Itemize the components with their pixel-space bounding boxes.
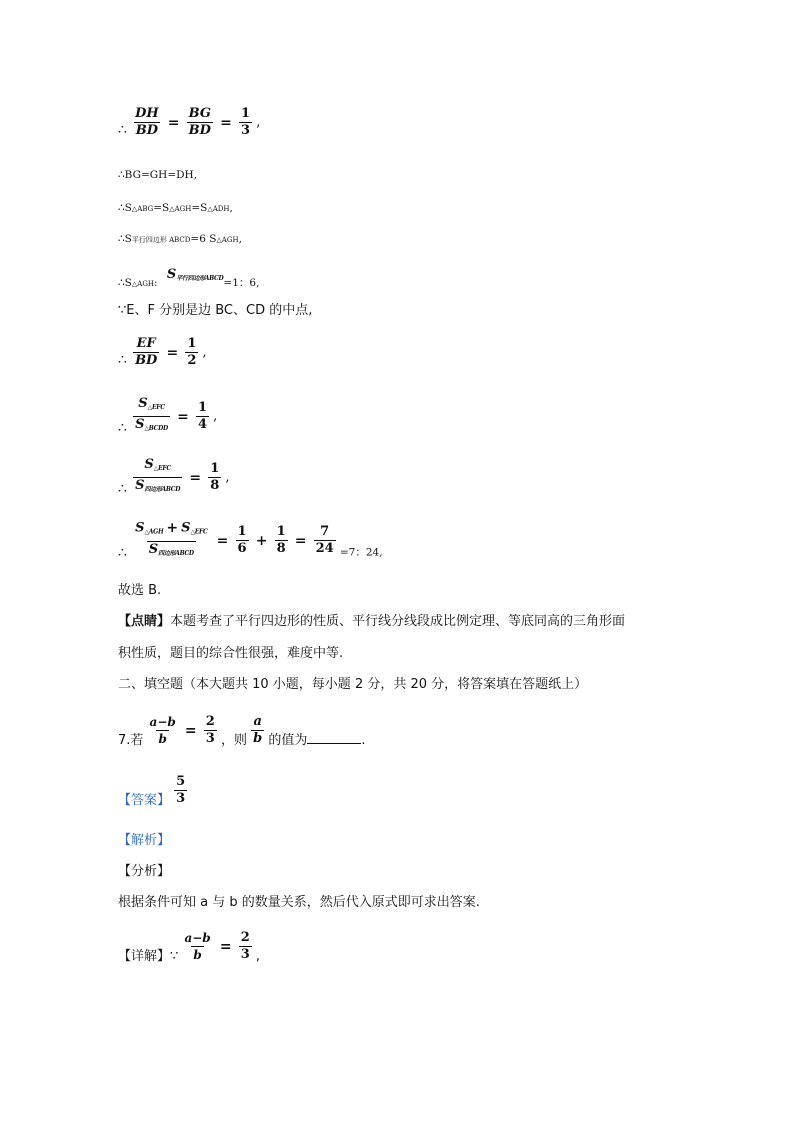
- fraction-one-half: $\frac{1}{2}$: [187, 336, 197, 368]
- fraction-a-over-b: $\frac{a}{b}$: [253, 714, 263, 746]
- remark-line-2: 积性质，题目的综合性很强，难度中等.: [118, 646, 344, 661]
- fraction-ef-bd: $\frac{EF}{BD}$: [135, 336, 158, 368]
- analysis-text: 根据条件可知 a 与 b 的数量关系，然后代入原式即可求出答案.: [118, 895, 480, 910]
- fraction-one-sixth: $\frac{1}{6}$: [237, 524, 247, 557]
- answer-line: [118, 774, 187, 810]
- detail-tag: 【详解】: [118, 949, 171, 964]
- proof-line-ef-bd: ∴ $\frac{EF}{BD}$ = $\frac{1}{2}$ ,: [118, 336, 207, 368]
- fraction-a-minus-b-over-b: $\frac{a-b}{b}$: [149, 715, 176, 746]
- detail-line: 【详解】∵ $\frac{a-b}{b}$ = $\frac{2}{3}$ ,: [118, 930, 261, 964]
- fraction-five-thirds: $\frac{5}{3}$: [176, 774, 186, 806]
- proof-line-parallelogram-area: ∴S平行四边形 ABCD=6 S△AGH,: [118, 233, 242, 245]
- proof-line-efc-abcd: ∴ $\frac{\text{S△EFC}}{\text{S四边形ABCD}}$ = $\frac{1}{8}$ ,: [118, 457, 230, 497]
- fraction-bg-bd: $\frac{BG}{BD}$: [188, 106, 211, 138]
- question-7: 7.若 $\frac{a-b}{b}$ = $\frac{2}{3}$ ，则 $\frac{a}{b}$ 的值为 .: [118, 714, 366, 748]
- fraction-one-third: $\frac{1}{3}$: [241, 106, 251, 138]
- proof-line-midpoints: ∵E、F 分别是边 BC、CD 的中点,: [118, 303, 313, 318]
- remark-tag: 【点睛】: [118, 614, 171, 629]
- fraction-a-minus-b-over-b-2: $\frac{a-b}{b}$: [184, 931, 211, 962]
- fraction-two-thirds: $\frac{2}{3}$: [205, 714, 215, 746]
- answer-choice: 故选 B.: [118, 583, 162, 598]
- proof-line-bg-gh-dh: ∴BG=GH=DH,: [118, 169, 198, 181]
- analysis-subtag: 【分析】: [118, 864, 171, 879]
- fraction-one-eighth-b: $\frac{1}{8}$: [276, 524, 286, 557]
- proof-line-area-ratio-1-6: ∴S△AGH: S平行四边形ABCD=1：6,: [118, 267, 260, 289]
- fraction-seven-24: $\frac{7}{24}$: [315, 524, 334, 557]
- therefore-symbol: ∴: [118, 122, 127, 138]
- proof-line-ratio-dh-bd: ∴ $\frac{DH}{BD}$ = $\frac{BG}{BD}$ = $\frac{1}{3}$ ,: [118, 106, 261, 138]
- area-symbol: S平行四边形ABCD: [166, 267, 224, 282]
- fraction-s-efc-s-abcd: $\frac{\text{S△EFC}}{\text{S四边形ABCD}}$: [133, 457, 182, 498]
- answer-blank: [307, 731, 361, 744]
- fraction-dh-bd: $\frac{DH}{BD}$: [135, 106, 159, 138]
- fraction-one-eighth: $\frac{1}{8}$: [210, 461, 220, 493]
- fraction-two-thirds-2: $\frac{2}{3}$: [240, 930, 250, 962]
- remark-line-1: 【点睛】本题考查了平行四边形的性质、平行线分线段成比例定理、等底同高的三角形面: [118, 614, 626, 629]
- proof-line-efc-bcd: ∴ $\frac{\text{S△EFC}}{\text{S△BCDD}}$ = $\frac{1}{4}$ ,: [118, 396, 218, 436]
- fraction-sum-over-abcd: $\frac{\text{S△AGH + S△EFC}}{\text{S四边形ABCD}}$: [133, 520, 209, 562]
- proof-line-total-ratio: ∴ $\frac{\text{S△AGH + S△EFC}}{\text{S四边形ABCD}}$ = $\frac{1}{6}$ + $\frac{1}{8}$ = $\frac{7}{24}$ =7：24,: [118, 520, 383, 561]
- proof-line-triangle-areas: ∴S△ABG=S△AGH=S△ADH,: [118, 202, 233, 214]
- section-heading-fill-in: 二、填空题（本大题共 10 小题，每小题 2 分，共 20 分，将答案填在答题纸上）: [118, 677, 588, 692]
- fraction-one-quarter: $\frac{1}{4}$: [197, 400, 207, 432]
- answer-tag: 【答案】: [118, 793, 171, 808]
- fraction-s-efc-s-bcd: $\frac{\text{S△EFC}}{\text{S△BCDD}}$: [133, 396, 170, 437]
- analysis-tag: 【解析】: [118, 833, 171, 848]
